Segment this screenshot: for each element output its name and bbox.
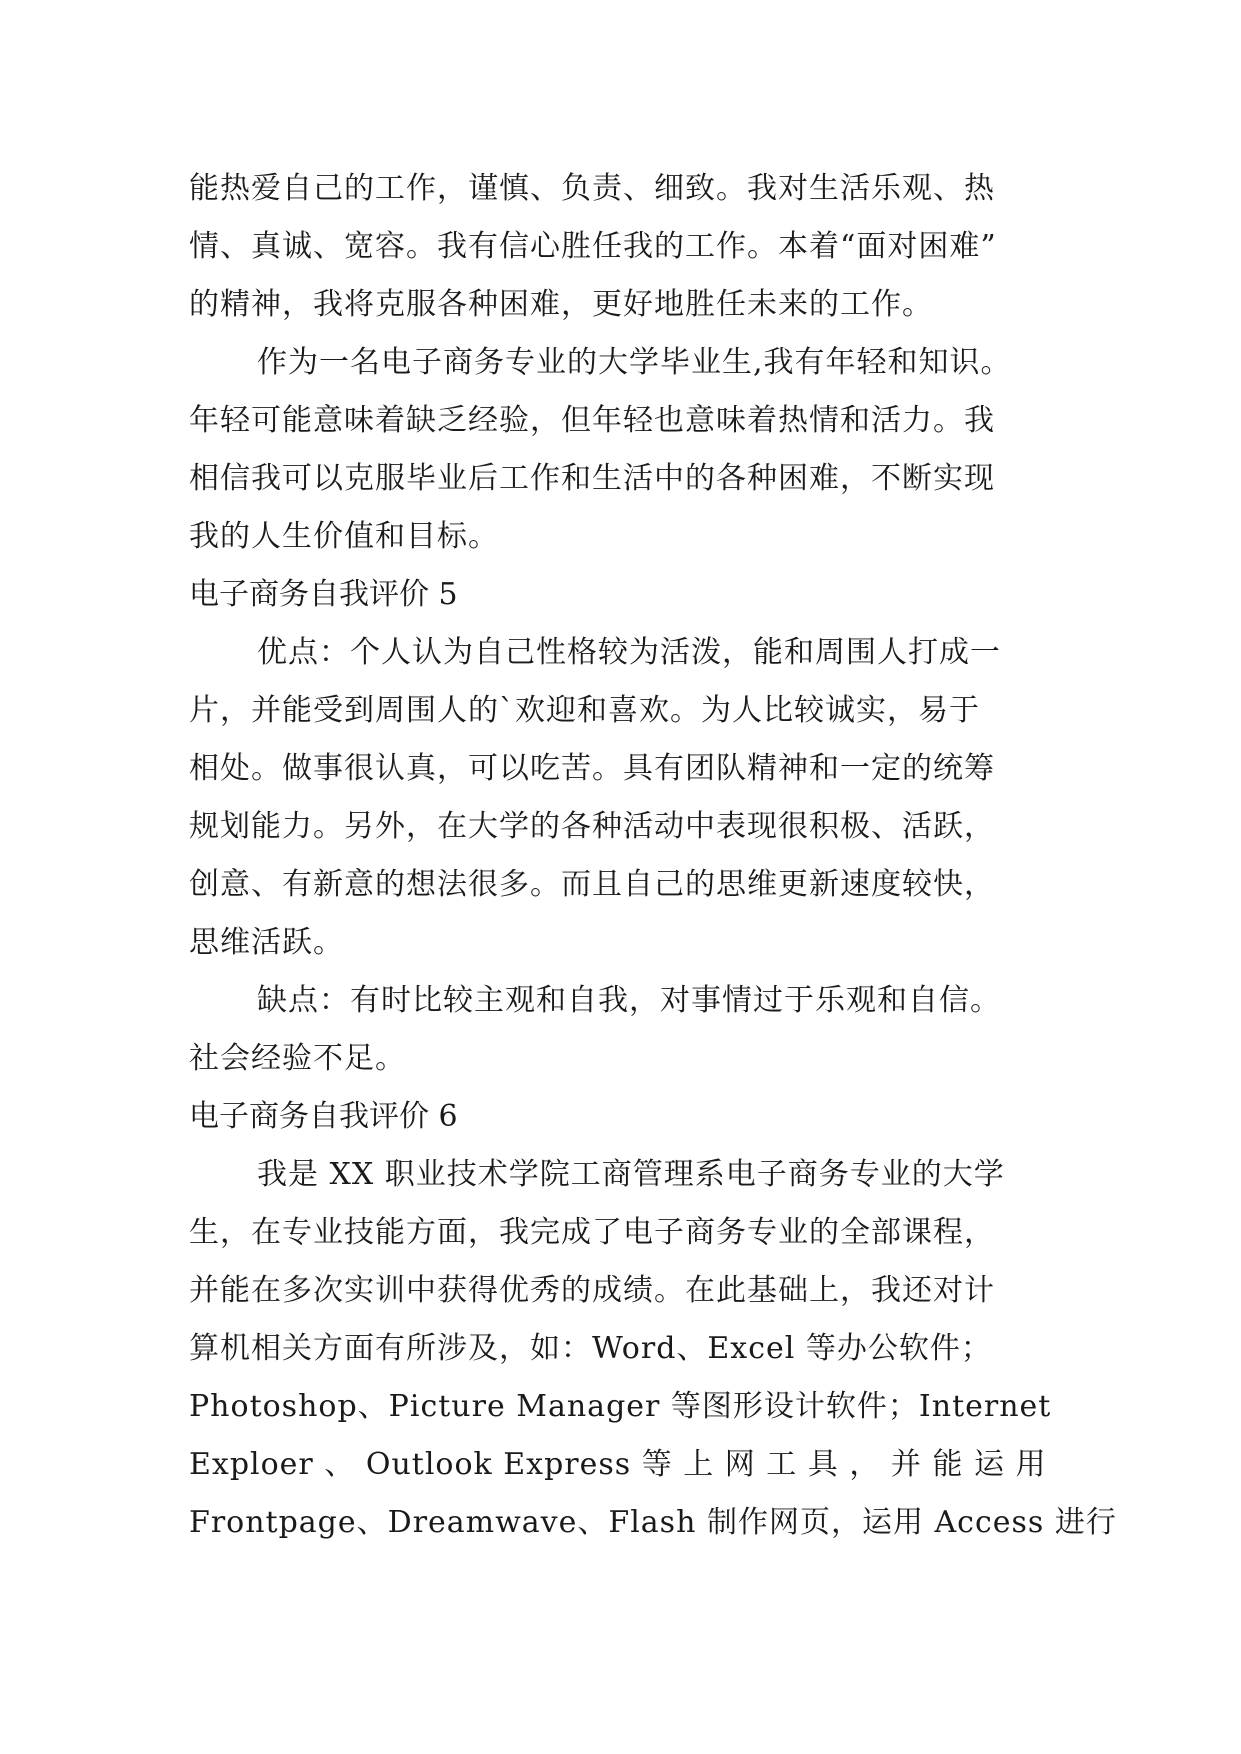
paragraph-line: 片，并能受到周围人的`欢迎和喜欢。为人比较诚实，易于 [189,693,980,728]
paragraph-line: Frontpage、Dreamwave、Flash 制作网页，运用 Access 进行 [189,1505,1117,1540]
paragraph-line: 相处。做事很认真，可以吃苦。具有团队精神和一定的统筹 [189,751,995,786]
paragraph-line: 年轻可能意味着缺乏经验，但年轻也意味着热情和活力。我 [189,403,995,438]
paragraph-line: 作为一名电子商务专业的大学毕业生,我有年轻和知识。 [257,345,1012,380]
paragraph-line: 情、真诚、宽容。我有信心胜任我的工作。本着“面对困难” [189,229,997,264]
paragraph-line: 算机相关方面有所涉及，如：Word、Excel 等办公软件； [189,1331,992,1366]
paragraph-line: 生，在专业技能方面，我完成了电子商务专业的全部课程， [189,1215,995,1250]
section-heading: 电子商务自我评价 5 [189,577,458,612]
paragraph-line: Photoshop、Picture Manager 等图形设计软件；Internet [189,1389,1052,1424]
paragraph-line: 优点：个人认为自己性格较为活泼，能和周围人打成一 [257,635,1001,670]
paragraph-line: 能热爱自己的工作，谨慎、负责、细致。我对生活乐观、热 [189,171,995,206]
paragraph-line: 的精神，我将克服各种困难，更好地胜任未来的工作。 [189,287,933,322]
paragraph-line: 相信我可以克服毕业后工作和生活中的各种困难，不断实现 [189,461,995,496]
paragraph-line: 思维活跃。 [189,925,344,960]
paragraph-line: 创意、有新意的想法很多。而且自己的思维更新速度较快， [189,867,995,902]
paragraph-line: Exploer 、 Outlook Express 等 上 网 工 具 ， 并 能 运 用 [189,1447,1047,1482]
paragraph-line: 我的人生价值和目标。 [189,519,499,554]
paragraph-line: 我是 XX 职业技术学院工商管理系电子商务专业的大学 [257,1157,1005,1192]
paragraph-line: 缺点：有时比较主观和自我，对事情过于乐观和自信。 [257,983,1001,1018]
section-heading: 电子商务自我评价 6 [189,1099,458,1134]
paragraph-line: 社会经验不足。 [189,1041,406,1076]
paragraph-line: 规划能力。另外，在大学的各种活动中表现很积极、活跃， [189,809,995,844]
document-body [189,160,1117,1552]
paragraph-line: 并能在多次实训中获得优秀的成绩。在此基础上，我还对计 [189,1273,995,1308]
